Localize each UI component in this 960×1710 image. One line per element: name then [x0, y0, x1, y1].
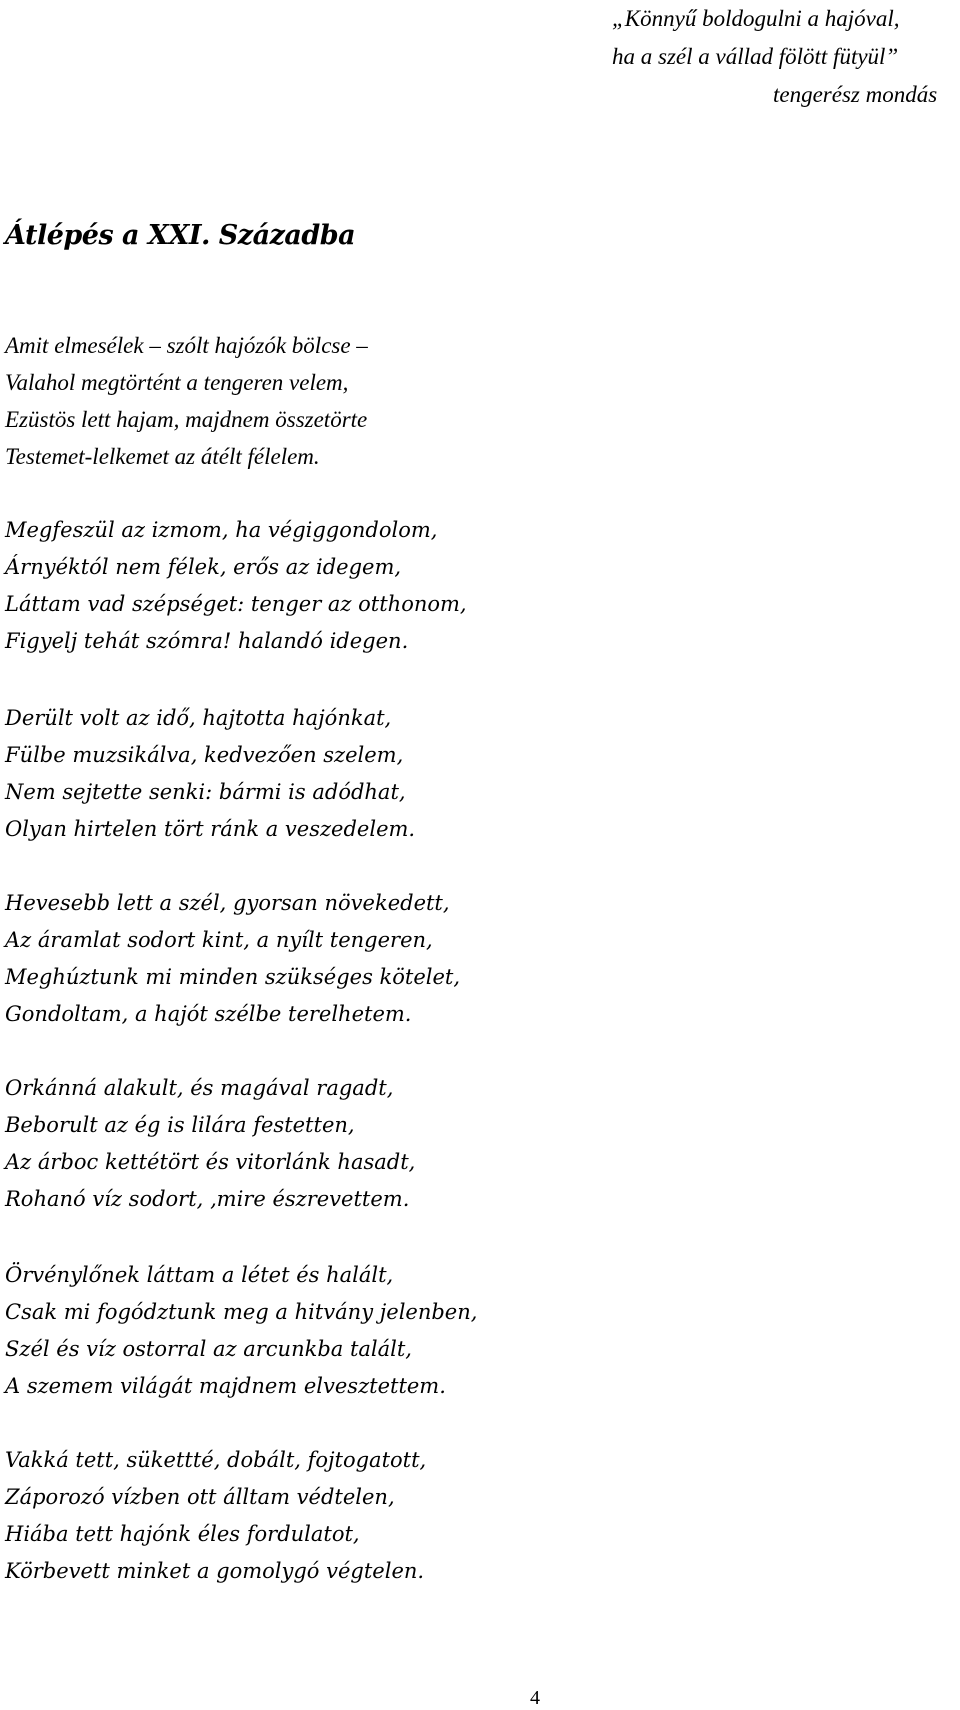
- verse-line: Hiába tett hajónk éles fordulatot,: [5, 1522, 360, 1546]
- verse-line: Olyan hirtelen tört ránk a veszedelem.: [5, 817, 416, 841]
- verse-line: Szél és víz ostorral az arcunkba talált,: [5, 1337, 412, 1361]
- verse-line: Körbevett minket a gomolygó végtelen.: [5, 1559, 425, 1583]
- stanza: [5, 512, 945, 660]
- verse-line: Az áramlat sodort kint, a nyílt tengeren,: [5, 928, 433, 952]
- verse-line: Láttam vad szépséget: tenger az otthonom,: [5, 592, 467, 616]
- verse-line: Nem sejtette senki: bármi is adódhat,: [5, 780, 406, 804]
- verse-line: Fülbe muzsikálva, kedvezően szelem,: [5, 743, 404, 767]
- verse-line: Hevesebb lett a szél, gyorsan növekedett,: [5, 891, 450, 915]
- verse-line: Orkánná alakult, és magával ragadt,: [5, 1076, 394, 1100]
- verse-line: Vakká tett, sükettté, dobált, fojtogatott,: [5, 1448, 427, 1472]
- page-number: 4: [530, 1687, 540, 1709]
- stanza: [5, 1257, 945, 1405]
- verse-line: Derült volt az idő, hajtotta hajónkat,: [5, 706, 392, 730]
- verse-line: Beborult az ég is lilára festetten,: [5, 1113, 355, 1137]
- verse-line: Figyelj tehát szómra! halandó idegen.: [5, 629, 409, 653]
- verse-line: Valahol megtörtént a tengeren velem,: [5, 370, 349, 395]
- verse-line: Örvénylőnek láttam a létet és halált,: [5, 1263, 394, 1287]
- motto: [612, 0, 952, 114]
- verse-line: Az árboc kettétört és vitorlánk hasadt,: [5, 1150, 416, 1174]
- motto-line-1: „Könnyű boldogulni a hajóval,: [612, 6, 900, 31]
- verse-line: Amit elmesélek – szólt hajózók bölcse –: [5, 333, 368, 358]
- verse-line: Megfeszül az izmom, ha végiggondolom,: [5, 518, 438, 542]
- verse-line: A szemem világát majdnem elvesztettem.: [5, 1374, 446, 1398]
- motto-attribution: tengerész mondás: [773, 82, 938, 107]
- stanza: [5, 327, 945, 475]
- stanza: [5, 1442, 945, 1590]
- motto-line-2: ha a szél a vállad fölött fütyül”: [612, 44, 899, 69]
- verse-line: Árnyéktól nem félek, erős az idegem,: [5, 555, 402, 579]
- poem-title: Átlépés a XXI. Századba: [5, 220, 356, 251]
- verse-line: Gondoltam, a hajót szélbe terelhetem.: [5, 1002, 412, 1026]
- verse-line: Meghúztunk mi minden szükséges kötelet,: [5, 965, 461, 989]
- stanza: [5, 700, 945, 848]
- verse-line: Csak mi fogództunk meg a hitvány jelenben,: [5, 1300, 478, 1324]
- verse-line: Rohanó víz sodort, ‚mire észrevettem.: [5, 1187, 410, 1211]
- stanza: [5, 885, 945, 1033]
- verse-line: Záporozó vízben ott álltam védtelen,: [5, 1485, 395, 1509]
- stanza: [5, 1070, 945, 1218]
- verse-line: Ezüstös lett hajam, majdnem összetörte: [5, 407, 368, 432]
- verse-line: Testemet-lelkemet az átélt félelem.: [5, 444, 320, 469]
